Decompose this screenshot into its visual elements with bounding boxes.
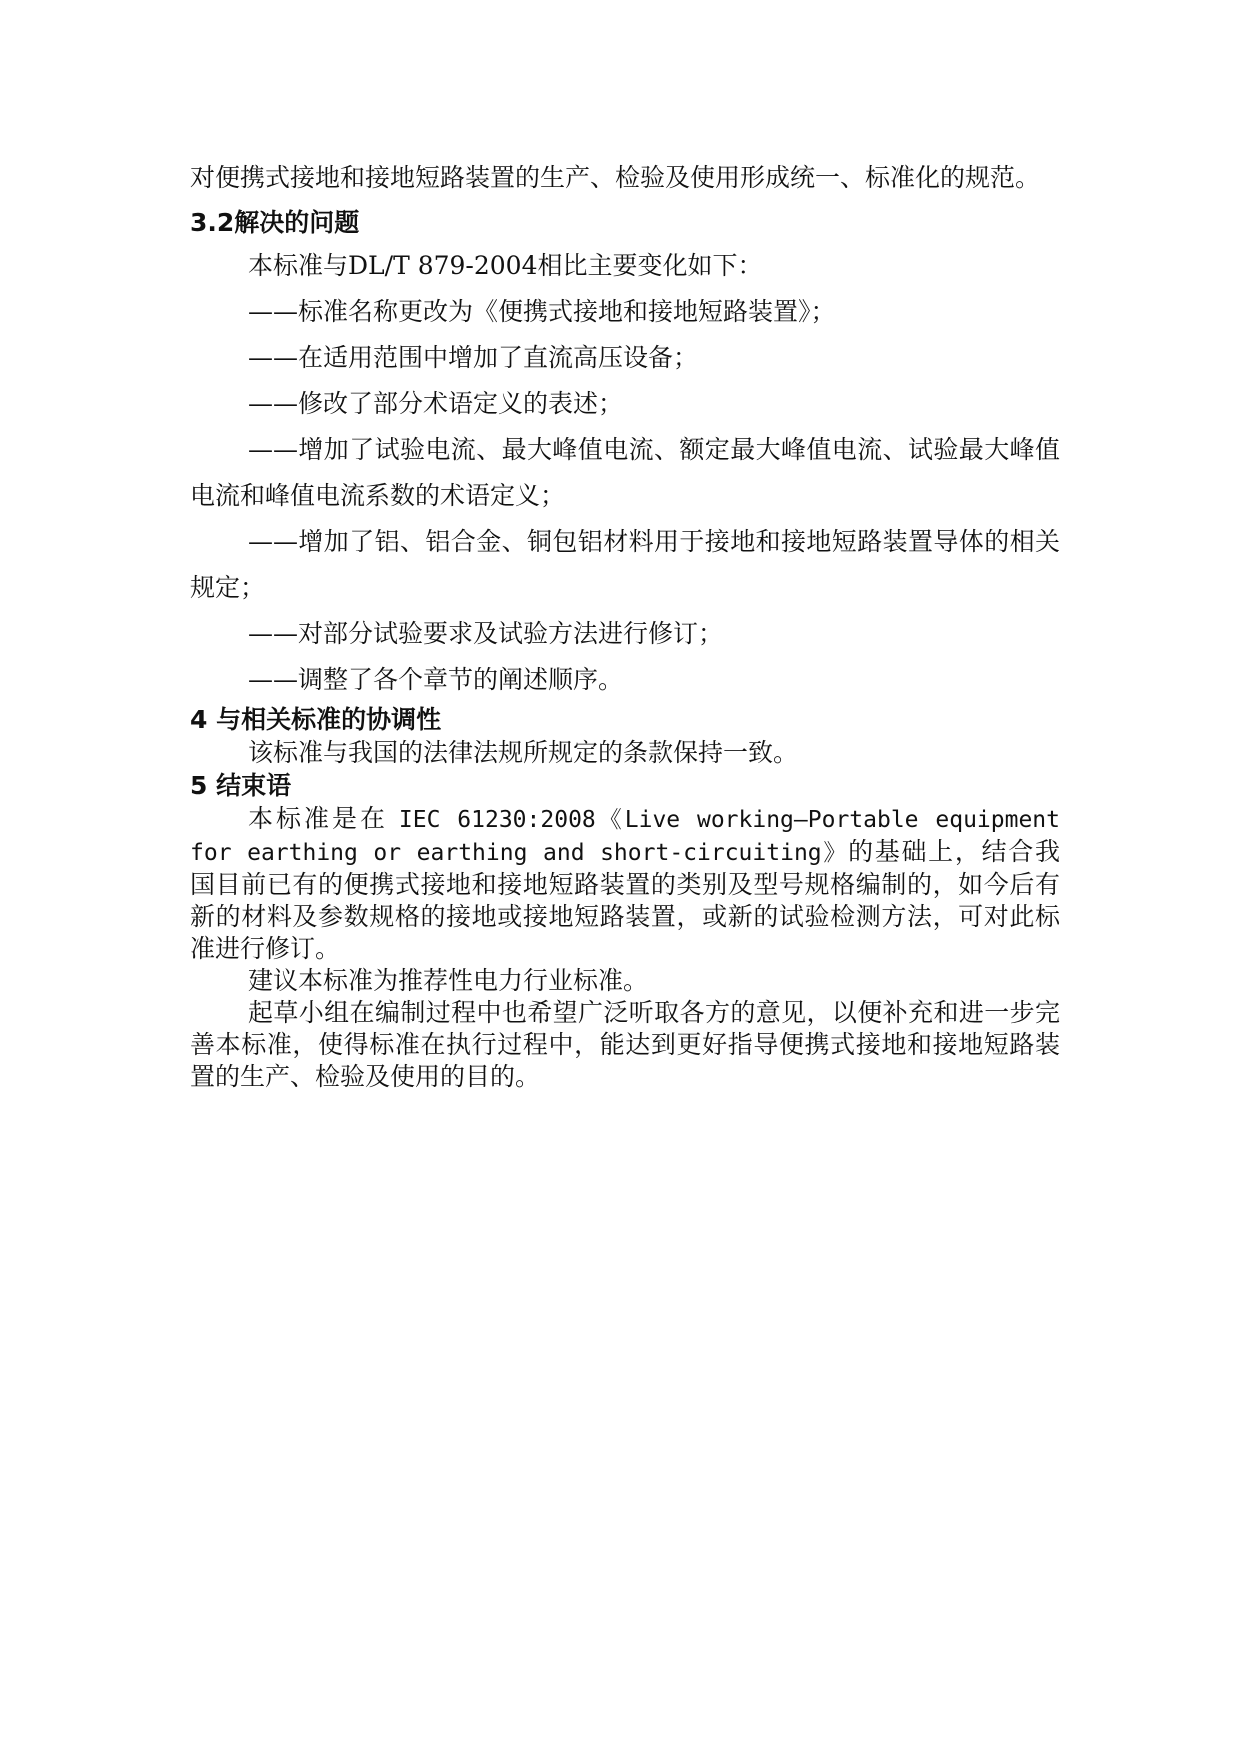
section-3-2-heading: 3.2解决的问题 — [190, 208, 360, 237]
paragraph-1-lead-text: 本标准是在 — [248, 804, 399, 833]
section-5-paragraph-3: 起草小组在编制过程中也希望广泛听取各方的意见，以便补充和进一步完善本标准，使得标准在执行过程中，能达到更好指导便携式接地和接地短路装置的生产、检验及使用的目的。 — [190, 998, 1060, 1091]
section-5-paragraph-1 — [190, 803, 1060, 965]
intro-continuation-paragraph: 对便携式接地和接地短路装置的生产、检验及使用形成统一、标准化的规范。 — [190, 163, 1041, 192]
change-item-1: ——标准名称更改为《便携式接地和接地短路装置》； — [248, 297, 836, 326]
section-4-heading: 4 与相关标准的协调性 — [190, 705, 442, 734]
section-5-paragraph-2: 建议本标准为推荐性电力行业标准。 — [248, 966, 649, 995]
change-item-6: ——对部分试验要求及试验方法进行修订； — [248, 619, 724, 648]
change-item-7: ——调整了各个章节的阐述顺序。 — [248, 665, 624, 694]
section-4-text: 该标准与我国的法律法规所规定的条款保持一致。 — [248, 738, 799, 767]
paragraph-1-body-text: 的基础上，结合我国目前已有的便携式接地和接地短路装置的类别及型号规格编制的，如今后有新的材料及参数规格的接地或接地短路装置，或新的试验检测方法，可对此标准进行修订。 — [190, 837, 1060, 963]
section-3-2-lead: 本标准与DL/T 879-2004相比主要变化如下： — [248, 251, 763, 280]
change-item-5: ——增加了铝、铝合金、铜包铝材料用于接地和接地短路装置导体的相关规定； — [190, 527, 1060, 602]
document-page — [190, 155, 1060, 1093]
section-5-heading: 5 结束语 — [190, 771, 292, 800]
change-item-3: ——修改了部分术语定义的表述； — [248, 389, 624, 418]
change-item-2: ——在适用范围中增加了直流高压设备； — [248, 343, 699, 372]
iec-standard-reference: IEC 61230:2008《Live working—Portable equipment for earthing or earthing and short-circuiting》 — [190, 807, 1060, 866]
change-item-4: ——增加了试验电流、最大峰值电流、额定最大峰值电流、试验最大峰值电流和峰值电流系数的术语定义； — [190, 435, 1060, 510]
